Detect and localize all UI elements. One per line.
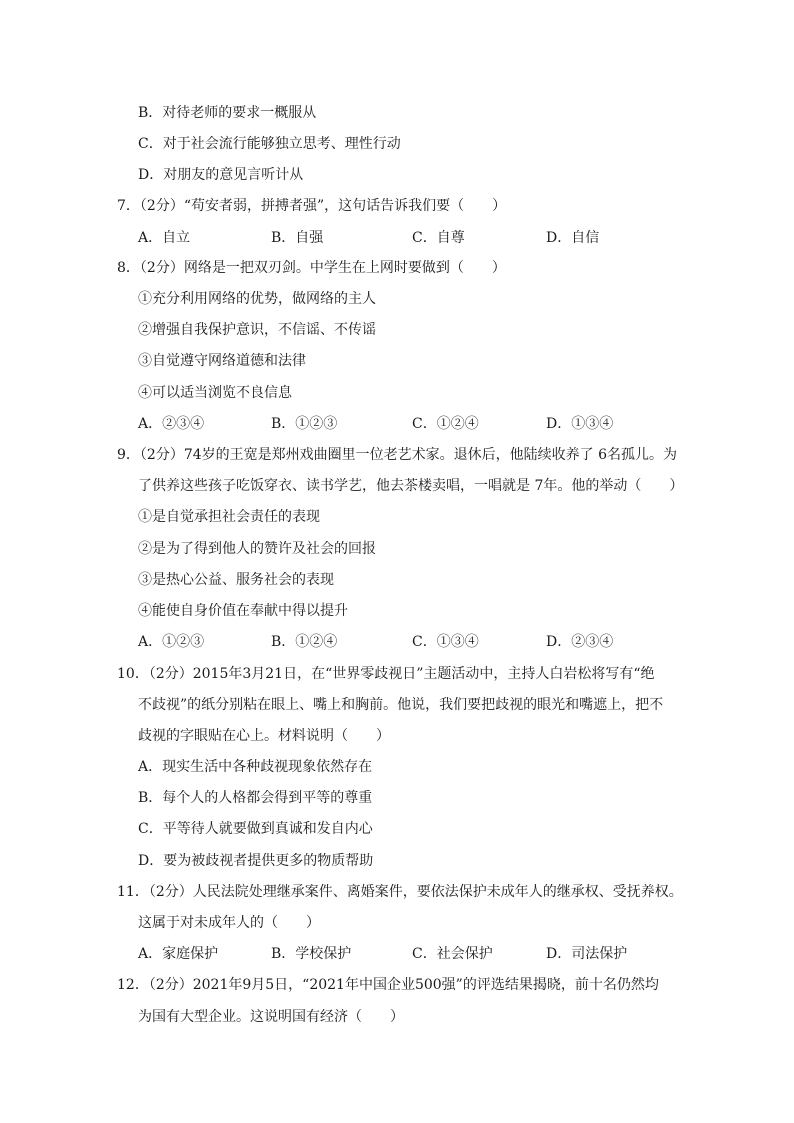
q6-option-d: D．对朋友的意见言听计从 xyxy=(138,167,304,183)
q11-stem-line-1: 11．（2分）人民法院处理继承案件、离婚案件，要依法保护未成年人的继承权、受抚养权。 xyxy=(117,884,683,900)
q9-option-b: B．①②④ xyxy=(271,634,338,650)
q8-options xyxy=(0,414,794,434)
q10-option-a: A．现实生活中各种歧视现象依然存在 xyxy=(138,759,373,775)
q7-stem: 7．（2分）“苟安者弱，拼搏者强”，这句话告诉我们要（ ） xyxy=(117,198,507,214)
q8-stem: 8．（2分）网络是一把双刃剑。中学生在上网时要做到（ ） xyxy=(117,260,506,276)
q6-option-c: C．对于社会流行能够独立思考、理性行动 xyxy=(138,136,401,152)
q11-option-b: B．学校保护 xyxy=(271,946,352,962)
q10-stem-line-1: 10．（2分）2015年3月21日，在“世界零歧视日”主题活动中，主持人白岩松将写有“绝 xyxy=(117,666,655,682)
q9-stem-line-1: 9．（2分）74岁的王宽是郑州戏曲圈里一位老艺术家。退休后，他陆续收养了 6名孤儿。为 xyxy=(117,447,677,463)
q8-option-a: A．②③④ xyxy=(138,416,205,432)
q12-stem-line-1: 12．（2分）2021年9月5日，“2021年中国企业500强”的评选结果揭晓，前十名仍然均 xyxy=(117,977,659,993)
q8-statement-4: ④可以适当浏览不良信息 xyxy=(138,385,292,401)
q11-stem-line-2: 这属于对未成年人的（ ） xyxy=(138,915,320,931)
q9-statement-2: ②是为了得到他人的赞许及社会的回报 xyxy=(138,541,376,557)
q7-option-d: D．自信 xyxy=(546,230,600,246)
q10-stem-line-2: 不歧视”的纸分别粘在眼上、嘴上和胸前。他说，我们要把歧视的眼光和嘴遮上，把不 xyxy=(138,697,664,713)
q8-option-d: D．①③④ xyxy=(546,416,614,432)
q7-options xyxy=(0,228,794,248)
q8-statement-1: ①充分利用网络的优势，做网络的主人 xyxy=(138,291,376,307)
q9-options xyxy=(0,632,794,652)
q9-option-d: D．②③④ xyxy=(546,634,614,650)
q11-option-c: C．社会保护 xyxy=(412,946,493,962)
q7-option-a: A．自立 xyxy=(138,230,191,246)
q11-option-d: D．司法保护 xyxy=(546,946,628,962)
q6-option-b: B．对待老师的要求一概服从 xyxy=(138,105,317,121)
q8-option-b: B．①②③ xyxy=(271,416,338,432)
q7-option-c: C．自尊 xyxy=(412,230,465,246)
q8-option-c: C．①②④ xyxy=(412,416,479,432)
q10-option-d: D．要为被歧视者提供更多的物质帮助 xyxy=(138,853,374,869)
q9-option-c: C．①③④ xyxy=(412,634,479,650)
q10-option-c: C．平等待人就要做到真诚和发自内心 xyxy=(138,821,373,837)
q8-statement-2: ②增强自我保护意识，不信谣、不传谣 xyxy=(138,322,376,338)
q10-stem-line-3: 歧视的字眼贴在心上。材料说明（ ） xyxy=(138,728,390,744)
q9-statement-3: ③是热心公益、服务社会的表现 xyxy=(138,572,334,588)
q8-statement-3: ③自觉遵守网络道德和法律 xyxy=(138,353,306,369)
q9-statement-1: ①是自觉承担社会责任的表现 xyxy=(138,509,320,525)
q9-option-a: A．①②③ xyxy=(138,634,205,650)
q10-option-b: B．每个人的人格都会得到平等的尊重 xyxy=(138,790,373,806)
q11-option-a: A．家庭保护 xyxy=(138,946,219,962)
q12-stem-line-2: 为国有大型企业。这说明国有经济（ ） xyxy=(138,1009,404,1025)
q9-stem-line-2: 了供养这些孩子吃饭穿衣、读书学艺，他去茶楼卖唱，一唱就是 7年。他的举动（ ） xyxy=(138,478,684,494)
q11-options xyxy=(0,944,794,964)
q9-statement-4: ④能使自身价值在奉献中得以提升 xyxy=(138,603,348,619)
q7-option-b: B．自强 xyxy=(271,230,324,246)
